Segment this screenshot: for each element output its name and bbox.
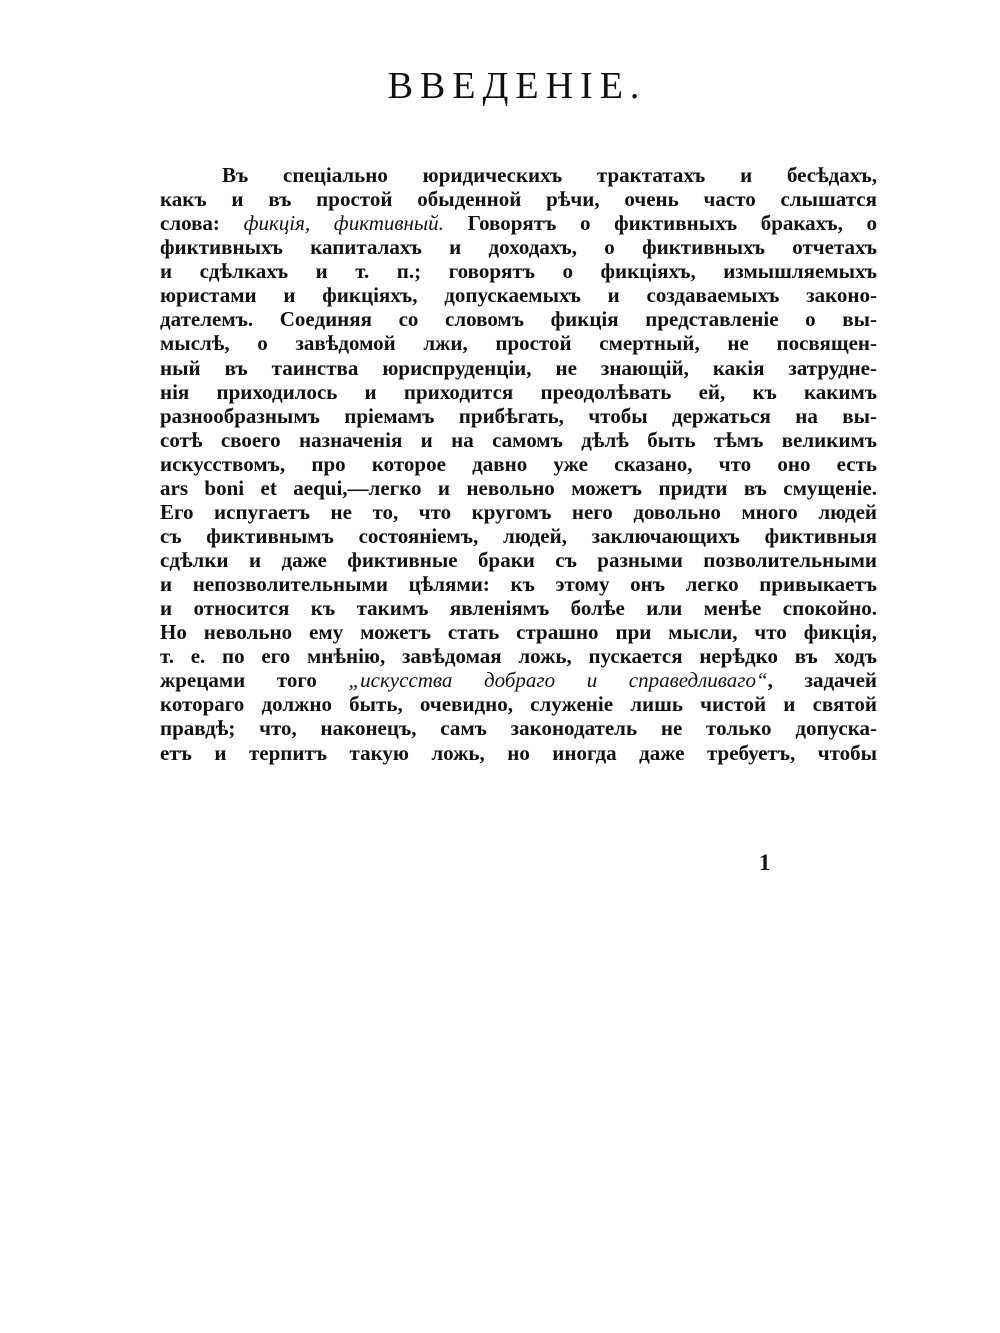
text-segment: и сдѣлкахъ и т. п.; говорятъ о фикціяхъ, измышляемыхъ <box>160 259 877 284</box>
text-segment: котораго должно быть, очевидно, служеніе лишь чистой и святой <box>160 692 877 717</box>
text-line <box>160 596 877 620</box>
text-line <box>160 428 877 452</box>
text-segment: правдѣ; что, наконецъ, самъ законодатель не только допуска- <box>160 716 877 741</box>
text-line <box>160 283 877 307</box>
text-line <box>160 235 877 259</box>
text-line <box>160 572 877 596</box>
italic-text: „искусства добраго и справедливаго“ <box>348 668 768 693</box>
text-segment: и относится къ такимъ явленіямъ болѣе или менѣе спокойно. <box>160 596 877 621</box>
text-line <box>160 307 877 331</box>
text-segment: ный въ таинства юриспруденціи, не знающій, какія затрудне- <box>160 355 877 380</box>
text-segment: нія приходилось и приходится преодолѣвать ей, къ какимъ <box>160 379 877 404</box>
text-line <box>160 356 877 380</box>
text-line <box>160 668 877 692</box>
text-segment: Его испугаетъ не то, что кругомъ него довольно много людей <box>160 499 877 524</box>
text-segment: жрецами того <box>160 668 349 693</box>
text-segment: фиктивныхъ капиталахъ и доходахъ, о фиктивныхъ отчетахъ <box>160 235 877 260</box>
text-line <box>160 380 877 404</box>
text-line <box>160 620 877 644</box>
text-segment: сдѣлки и даже фиктивные браки съ разными позволительными <box>160 548 877 572</box>
text-segment: искусствомъ, про которое давно уже сказано, что оно есть <box>160 451 877 476</box>
text-segment: т. е. по его мнѣнію, завѣдомая ложь, пускается нерѣдко въ ходъ <box>160 644 877 669</box>
body-text <box>160 163 877 765</box>
text-line <box>160 476 877 500</box>
text-segment: ars boni et aequi,—легко и невольно можетъ придти въ смущеніе. <box>160 475 877 500</box>
text-segment: какъ и въ простой обыденной рѣчи, очень часто слышатся <box>160 187 877 212</box>
text-line <box>160 716 877 740</box>
text-segment: сотѣ своего назначенія и на самомъ дѣлѣ быть тѣмъ великимъ <box>160 427 877 452</box>
text-line <box>160 259 877 283</box>
text-line <box>160 644 877 668</box>
text-line <box>160 187 877 211</box>
text-segment: Говорятъ о фиктивныхъ бракахъ, о <box>443 211 877 236</box>
text-segment: съ фиктивнымъ состояніемъ, людей, заключающихъ фиктивныя <box>160 523 877 548</box>
text-line <box>160 163 877 187</box>
text-segment: , задачей <box>767 668 877 693</box>
text-segment: Въ спеціально юридическихъ трактатахъ и бесѣдахъ, <box>222 163 877 187</box>
text-line <box>160 211 877 235</box>
text-line <box>160 524 877 548</box>
text-line <box>160 331 877 355</box>
text-segment: слова: <box>160 211 244 236</box>
text-segment: мыслѣ, о завѣдомой лжи, простой смертный, не посвящен- <box>160 331 877 356</box>
text-line <box>160 692 877 716</box>
text-segment: етъ и терпитъ такую ложь, но иногда даже требуетъ, чтобы <box>160 740 877 765</box>
text-line <box>160 500 877 524</box>
chapter-title: ВВЕДЕНІЕ. <box>387 65 647 107</box>
text-segment: и непозволительными цѣлями: къ этому онъ легко привыкаетъ <box>160 572 877 597</box>
text-segment: разнообразнымъ пріемамъ прибѣгать, чтобы держаться на вы- <box>160 403 877 428</box>
text-line <box>160 741 877 765</box>
text-line <box>160 404 877 428</box>
text-segment: дателемъ. Соединяя со словомъ фикція представленіе о вы- <box>160 307 877 332</box>
page-number: 1 <box>759 850 771 875</box>
text-line <box>160 452 877 476</box>
text-line <box>160 548 877 572</box>
italic-text: фикція, фиктивный. <box>243 211 444 236</box>
text-segment: юристами и фикціяхъ, допускаемыхъ и создаваемыхъ законо- <box>160 283 877 308</box>
text-segment: Но невольно ему можетъ стать страшно при мысли, что фикція, <box>160 620 877 645</box>
